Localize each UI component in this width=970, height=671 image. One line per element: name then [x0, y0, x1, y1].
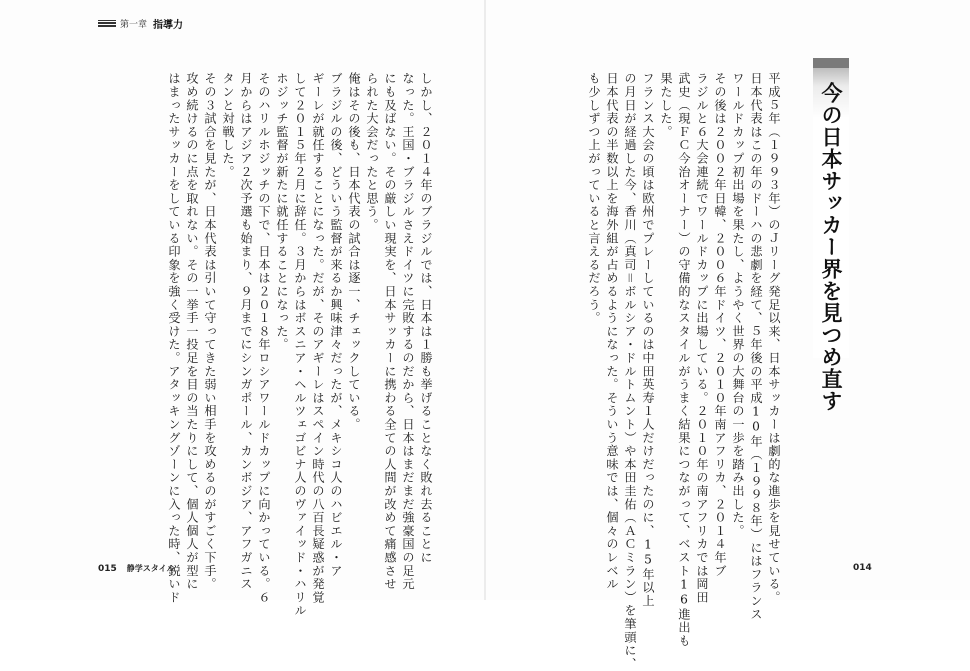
- text-column: ワールドカップ初出場を果たし、ようやく世界の大舞台の一歩を踏み出した。: [731, 72, 745, 538]
- text-column: 俺はその後も、日本代表の試合は逐一、チェックしている。: [347, 72, 361, 432]
- text-column: なった。王国・ブラジルさえドイツに完敗するのだから、日本はまだまだ強豪国の足元: [401, 72, 415, 591]
- text-column: 攻め続けるのに点を取れない。その一挙手一投足を目の当たりにして、個人個人が型に: [185, 72, 199, 591]
- text-column: 武史（現ＦＣ今治オーナー）の守備的なスタイルがうまく結果につながって、ベスト16進出も: [677, 72, 691, 648]
- text-column: にも及ばない。その厳しい現実を、日本サッカーに携わる全ての人間が改めて痛感させ: [383, 72, 397, 591]
- header-rule-icon: [98, 20, 116, 27]
- text-column: して２０１５年２月に辞任。３月からはボスニア・ヘルツェゴビナ人のヴァイッド・ハリル: [293, 72, 307, 618]
- text-column: の月日が経過した今、香川（真司＝ボルシア・ドルトムント）や本田圭佑（ＡＣミラン）を筆頭に、: [623, 72, 637, 671]
- text-column: られた大会だったと思う。: [365, 72, 379, 232]
- text-column: はまったサッカーをしている印象を強く受けた。アタッキングゾーンに入った時、鋭いド: [167, 72, 181, 604]
- text-column: ブラジルの後、どういう監督が来るか興味津々だったが、メキシコ人のハビエル・ア: [329, 72, 343, 578]
- text-column: フランス大会の頃は欧州でプレーしているのは中田英寿１人だけだったのに、15年以上: [641, 72, 655, 608]
- chapter-label: 第一章: [120, 19, 148, 30]
- text-column: ラジルと６大会連続でワールドカップに出場している。２０１０年の南アフリカでは岡田: [695, 72, 709, 604]
- text-column: タンと対戦した。: [221, 72, 235, 179]
- text-column: 果たした。: [659, 72, 673, 139]
- section-heading-box: [813, 58, 849, 412]
- page-gutter: [484, 0, 486, 600]
- running-header: [98, 16, 183, 30]
- footer-left: [98, 563, 175, 574]
- text-column: 日本代表はこの年のドーハの悲劇を経て、５年後の平成10年（１９９８年）にはフランス: [749, 72, 763, 621]
- text-column: 平成５年（１９９３年）のＪリーグ発足以来、日本サッカーは劇的な進歩を見せている。: [767, 72, 781, 604]
- text-column: ギーレが就任することになった。だが、そのアギーレはスペイン時代の八百長疑惑が発覚: [311, 72, 325, 604]
- text-column: その後は２００２年日韓、２００６年ドイツ、２０１０年南アフリカ、２０１４年ブ: [713, 72, 727, 578]
- text-column: しかし、２０１４年のブラジルでは、日本は１勝も挙げることなく敗れ去ることに: [419, 72, 433, 565]
- page-number-right: 014: [853, 563, 872, 573]
- text-column: 日本代表の半数以上を海外組が占めるようになった。そういう意味では、個々のレベル: [605, 72, 619, 591]
- text-column: ホジッチ監督が新たに就任することになった。: [275, 72, 289, 352]
- footer-right: [853, 563, 882, 573]
- page-number-left: 015: [98, 563, 117, 574]
- section-heading: 今の日本サッカー界を見つめ直す: [819, 82, 844, 412]
- heading-bar: [813, 58, 849, 68]
- text-column: そのハリルホジッチの下で、日本は２０１８年ロシアワールドカップに向かっている。６: [257, 72, 271, 604]
- text-column: 月からはアジア２次予選も始まり、９月までにシンガポール、カンボジア、アフガニス: [239, 72, 253, 591]
- chapter-title: 指導力: [153, 19, 184, 31]
- book-title: 静学スタイル: [126, 564, 175, 573]
- text-column: その３試合を見たが、日本代表は引いて守ってきた弱い相手を攻めるのがすごく下手。: [203, 72, 217, 591]
- text-column: も少しずつ上がっていると言えるだろう。: [587, 72, 601, 325]
